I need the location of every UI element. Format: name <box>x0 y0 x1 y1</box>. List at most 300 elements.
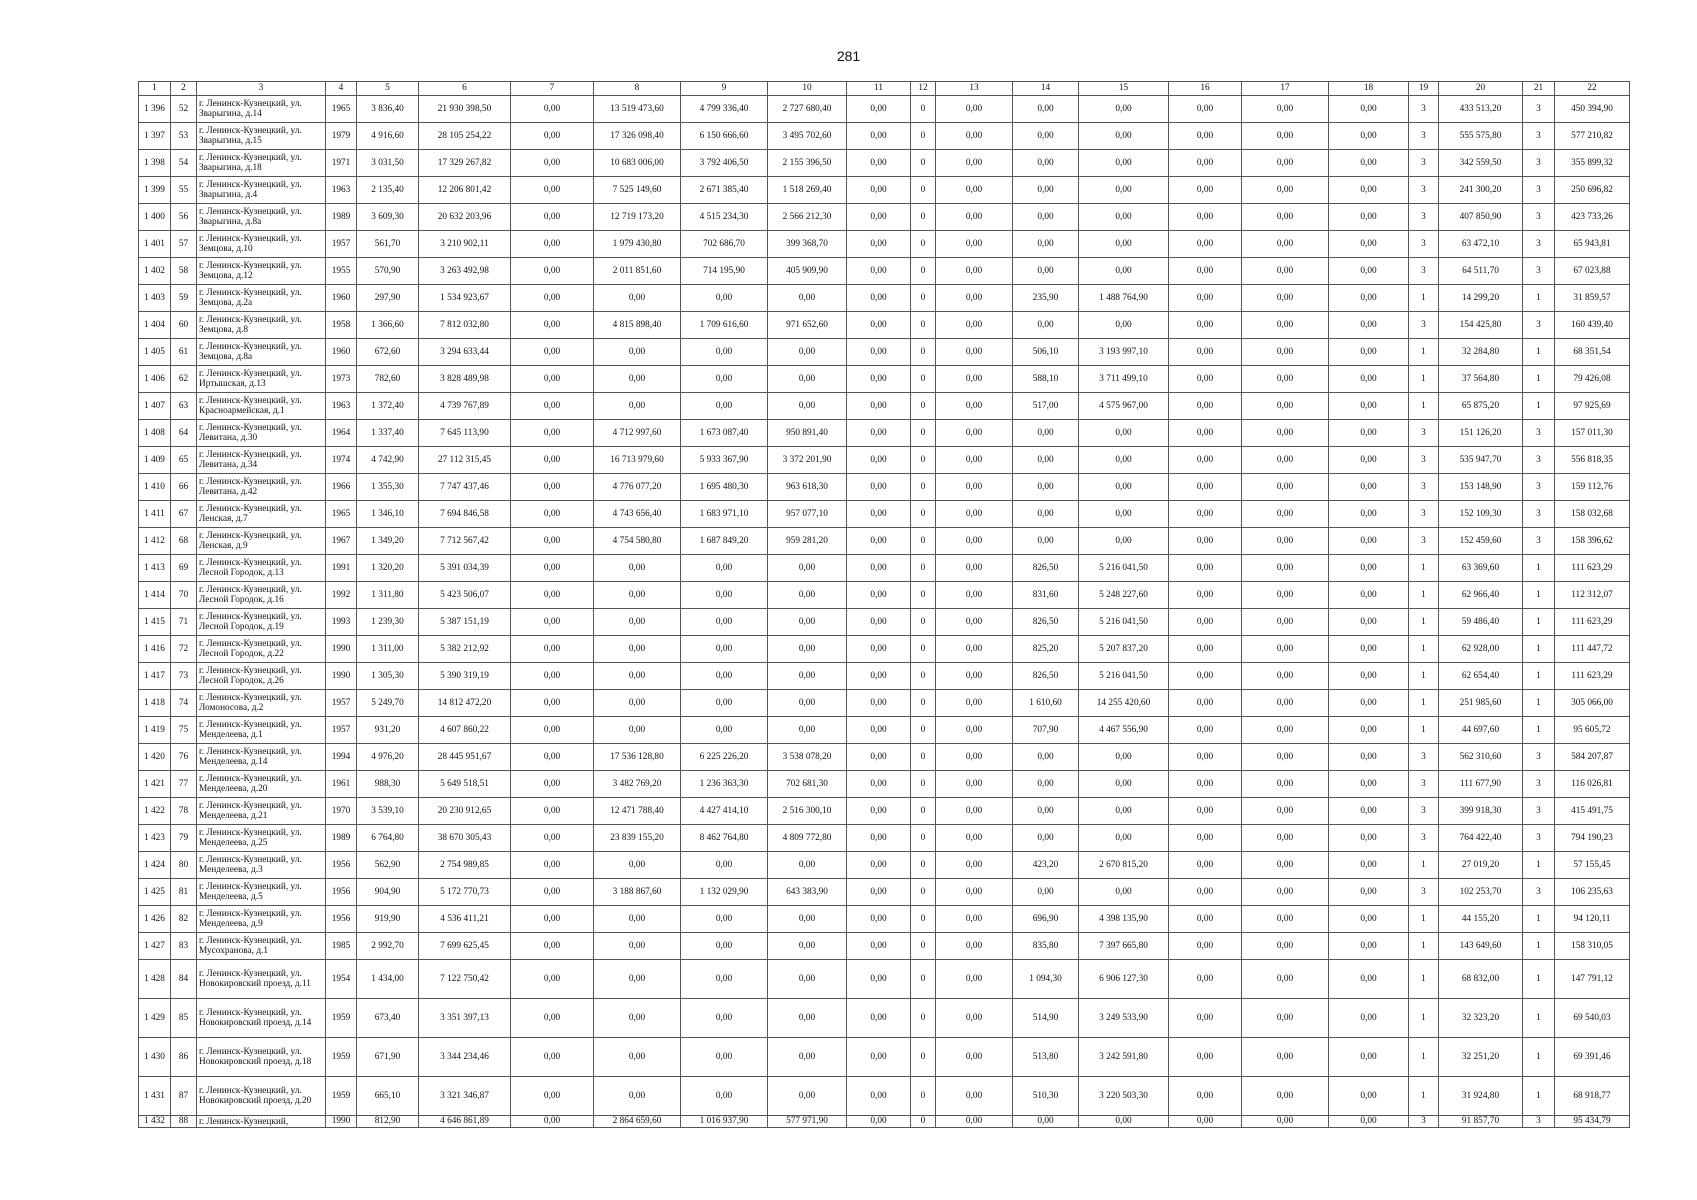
table-cell: 0,00 <box>1242 204 1329 231</box>
table-cell: 0,00 <box>511 825 594 852</box>
table-cell: 0,00 <box>594 852 681 879</box>
table-cell: 0,00 <box>511 123 594 150</box>
table-cell: 0,00 <box>1242 420 1329 447</box>
table-cell: 68 918,77 <box>1555 1077 1630 1116</box>
table-cell: 60 <box>171 312 197 339</box>
table-cell: 1990 <box>326 663 357 690</box>
table-cell: 1 355,30 <box>357 474 419 501</box>
table-cell: 1 415 <box>139 609 171 636</box>
table-row <box>139 204 1630 231</box>
table-cell: 7 747 437,46 <box>419 474 511 501</box>
table-cell: 0,00 <box>511 285 594 312</box>
table-cell: 17 536 128,80 <box>594 744 681 771</box>
table-cell: 0,00 <box>1242 771 1329 798</box>
table-cell: 0,00 <box>1242 285 1329 312</box>
table-row <box>139 366 1630 393</box>
table-cell: 0,00 <box>1169 339 1242 366</box>
table-cell: 0,00 <box>1242 825 1329 852</box>
table-row <box>139 150 1630 177</box>
table-cell: 0,00 <box>936 231 1013 258</box>
table-cell: 0,00 <box>847 258 911 285</box>
table-cell: 3 <box>1409 204 1439 231</box>
table-cell: 0,00 <box>1079 474 1169 501</box>
table-cell: 0,00 <box>936 1038 1013 1077</box>
table-cell: 7 712 567,42 <box>419 528 511 555</box>
table-cell: 0,00 <box>511 96 594 123</box>
table-cell: 0,00 <box>936 1077 1013 1116</box>
table-cell: 0,00 <box>847 1077 911 1116</box>
table-cell: 0 <box>911 636 936 663</box>
table-cell: 0,00 <box>1329 231 1409 258</box>
table-cell: 83 <box>171 933 197 960</box>
table-cell: 1 427 <box>139 933 171 960</box>
table-cell: 0,00 <box>594 1077 681 1116</box>
table-cell: 31 924,80 <box>1439 1077 1523 1116</box>
table-cell: 1973 <box>326 366 357 393</box>
table-cell: 1960 <box>326 339 357 366</box>
table-cell: 0,00 <box>511 771 594 798</box>
table-row <box>139 312 1630 339</box>
table-cell: 1 406 <box>139 366 171 393</box>
table-cell: 1 <box>1523 717 1555 744</box>
table-cell: 0,00 <box>847 771 911 798</box>
table-cell: 0,00 <box>1079 204 1169 231</box>
table-cell: 0,00 <box>936 312 1013 339</box>
table-cell: 514,90 <box>1013 999 1079 1038</box>
table-cell: 66 <box>171 474 197 501</box>
table-cell: 0,00 <box>681 1038 768 1077</box>
table-cell: 0,00 <box>1013 879 1079 906</box>
table-cell: 0,00 <box>1329 177 1409 204</box>
table-cell: 0 <box>911 204 936 231</box>
table-cell: 3 711 499,10 <box>1079 366 1169 393</box>
table-cell: 517,00 <box>1013 393 1079 420</box>
table-cell: 23 839 155,20 <box>594 825 681 852</box>
table-cell: 988,30 <box>357 771 419 798</box>
table-cell: 0,00 <box>1329 933 1409 960</box>
table-cell: 1959 <box>326 1077 357 1116</box>
table-cell: 1970 <box>326 798 357 825</box>
table-cell: 63 <box>171 393 197 420</box>
table-cell: 0,00 <box>594 339 681 366</box>
table-cell: 0 <box>911 285 936 312</box>
table-cell: 1957 <box>326 717 357 744</box>
table-cell: 0,00 <box>594 960 681 999</box>
table-cell: 0,00 <box>1242 582 1329 609</box>
table-cell: 0,00 <box>1329 609 1409 636</box>
table-cell: 0,00 <box>594 999 681 1038</box>
table-cell: 2 155 396,50 <box>768 150 847 177</box>
table-row <box>139 258 1630 285</box>
table-cell: 702 681,30 <box>768 771 847 798</box>
table-cell: 7 397 665,80 <box>1079 933 1169 960</box>
table-cell: 55 <box>171 177 197 204</box>
table-cell: 4 742,90 <box>357 447 419 474</box>
table-cell: 1 <box>1409 1077 1439 1116</box>
table-cell: 0,00 <box>1329 960 1409 999</box>
table-cell: 1955 <box>326 258 357 285</box>
table-cell: 0,00 <box>847 150 911 177</box>
table-cell: 0 <box>911 744 936 771</box>
table-cell: 0,00 <box>681 393 768 420</box>
table-cell: 1 979 430,80 <box>594 231 681 258</box>
table-cell: 0,00 <box>1242 177 1329 204</box>
table-cell: 0,00 <box>1169 420 1242 447</box>
table-cell: 0,00 <box>1169 1116 1242 1128</box>
table-cell: 0,00 <box>936 933 1013 960</box>
table-cell: 1 <box>1523 663 1555 690</box>
table-cell: 1 488 764,90 <box>1079 285 1169 312</box>
table-cell: 0,00 <box>594 285 681 312</box>
table-cell: 0 <box>911 474 936 501</box>
table-cell: 0,00 <box>847 420 911 447</box>
table-cell: 0 <box>911 123 936 150</box>
table-cell: 0,00 <box>1169 717 1242 744</box>
table-cell: 0 <box>911 879 936 906</box>
address-cell: г. Ленинск-Кузнецкий, ул. Земцова, д.8 <box>197 312 326 339</box>
table-cell: 0,00 <box>936 1116 1013 1128</box>
table-row <box>139 690 1630 717</box>
table-cell: 0,00 <box>1169 123 1242 150</box>
table-cell: 0,00 <box>1079 1116 1169 1128</box>
table-cell: 3 <box>1409 258 1439 285</box>
table-cell: 1 <box>1523 339 1555 366</box>
table-cell: 0,00 <box>847 1038 911 1077</box>
table-cell: 1 399 <box>139 177 171 204</box>
table-cell: 0,00 <box>511 1116 594 1128</box>
table-cell: 0,00 <box>1013 177 1079 204</box>
table-cell: 0,00 <box>681 366 768 393</box>
table-row <box>139 555 1630 582</box>
column-header: 2 <box>171 82 197 96</box>
table-cell: 0,00 <box>1242 879 1329 906</box>
table-cell: 0,00 <box>1013 96 1079 123</box>
table-cell: 4 754 580,80 <box>594 528 681 555</box>
table-cell: 28 445 951,67 <box>419 744 511 771</box>
table-cell: 1 413 <box>139 555 171 582</box>
table-cell: 3 294 633,44 <box>419 339 511 366</box>
column-header: 16 <box>1169 82 1242 96</box>
table-cell: 0 <box>911 447 936 474</box>
address-cell: г. Ленинск-Кузнецкий, ул. Лесной Городок, д.16 <box>197 582 326 609</box>
table-row <box>139 501 1630 528</box>
table-cell: 3 <box>1409 312 1439 339</box>
table-cell: 0,00 <box>1169 609 1242 636</box>
table-cell: 433 513,20 <box>1439 96 1523 123</box>
table-cell: 0,00 <box>1242 636 1329 663</box>
table-cell: 3 <box>1409 177 1439 204</box>
table-cell: 7 699 625,45 <box>419 933 511 960</box>
table-cell: 0,00 <box>768 555 847 582</box>
table-cell: 0,00 <box>1169 501 1242 528</box>
table-cell: 54 <box>171 150 197 177</box>
table-cell: 3 <box>1523 744 1555 771</box>
table-cell: 1 430 <box>139 1038 171 1077</box>
table-cell: 111 447,72 <box>1555 636 1630 663</box>
table-cell: 0,00 <box>936 582 1013 609</box>
column-header: 21 <box>1523 82 1555 96</box>
table-cell: 826,50 <box>1013 609 1079 636</box>
table-row <box>139 285 1630 312</box>
address-cell: г. Ленинск-Кузнецкий, ул. Земцова, д.10 <box>197 231 326 258</box>
table-cell: 63 472,10 <box>1439 231 1523 258</box>
table-cell: 0,00 <box>1242 1077 1329 1116</box>
table-cell: 0 <box>911 258 936 285</box>
column-header: 12 <box>911 82 936 96</box>
table-cell: 85 <box>171 999 197 1038</box>
address-cell: г. Ленинск-Кузнецкий, ул. Зварыгина, д.15 <box>197 123 326 150</box>
table-cell: 1 <box>1409 933 1439 960</box>
table-cell: 95 605,72 <box>1555 717 1630 744</box>
table-cell: 0,00 <box>1013 258 1079 285</box>
address-cell: г. Ленинск-Кузнецкий, ул. Менделеева, д.20 <box>197 771 326 798</box>
table-cell: 77 <box>171 771 197 798</box>
table-cell: 4 743 656,40 <box>594 501 681 528</box>
table-cell: 3 <box>1523 879 1555 906</box>
table-cell: 75 <box>171 717 197 744</box>
table-cell: 0,00 <box>511 879 594 906</box>
table-cell: 0,00 <box>847 798 911 825</box>
table-cell: 971 652,60 <box>768 312 847 339</box>
table-row <box>139 582 1630 609</box>
table-cell: 0,00 <box>1169 798 1242 825</box>
table-cell: 0 <box>911 231 936 258</box>
table-cell: 3 193 997,10 <box>1079 339 1169 366</box>
table-cell: 1 424 <box>139 852 171 879</box>
table-cell: 1 016 937,90 <box>681 1116 768 1128</box>
table-cell: 423,20 <box>1013 852 1079 879</box>
table-cell: 3 <box>1523 447 1555 474</box>
table-cell: 0,00 <box>1329 258 1409 285</box>
table-cell: 0,00 <box>511 258 594 285</box>
table-cell: 7 122 750,42 <box>419 960 511 999</box>
table-cell: 1990 <box>326 636 357 663</box>
table-cell: 1979 <box>326 123 357 150</box>
table-row <box>139 933 1630 960</box>
table-cell: 0 <box>911 999 936 1038</box>
table-cell: 0,00 <box>1329 852 1409 879</box>
table-cell: 0,00 <box>936 474 1013 501</box>
table-cell: 61 <box>171 339 197 366</box>
table-cell: 69 540,03 <box>1555 999 1630 1038</box>
table-cell: 2 727 680,40 <box>768 96 847 123</box>
table-cell: 1 346,10 <box>357 501 419 528</box>
table-cell: 63 369,60 <box>1439 555 1523 582</box>
table-cell: 4 712 997,60 <box>594 420 681 447</box>
address-cell: г. Ленинск-Кузнецкий, ул. Новокировский проезд, д.18 <box>197 1038 326 1077</box>
table-cell: 3 <box>1409 123 1439 150</box>
table-cell: 116 026,81 <box>1555 771 1630 798</box>
address-cell: г. Ленинск-Кузнецкий, ул. Новокировский проезд, д.20 <box>197 1077 326 1116</box>
table-cell: 3 344 234,46 <box>419 1038 511 1077</box>
address-cell: г. Ленинск-Кузнецкий, ул. Менделеева, д.21 <box>197 798 326 825</box>
table-cell: 0,00 <box>1169 582 1242 609</box>
column-header: 19 <box>1409 82 1439 96</box>
table-cell: 56 <box>171 204 197 231</box>
table-cell: 1993 <box>326 609 357 636</box>
table-row <box>139 879 1630 906</box>
table-cell: 0,00 <box>594 906 681 933</box>
table-cell: 1 404 <box>139 312 171 339</box>
table-cell: 0,00 <box>847 528 911 555</box>
table-cell: 0,00 <box>511 1038 594 1077</box>
table-cell: 0,00 <box>1329 339 1409 366</box>
table-cell: 1 <box>1409 582 1439 609</box>
table-cell: 1 <box>1409 960 1439 999</box>
table-cell: 3 <box>1523 528 1555 555</box>
address-cell: г. Ленинск-Кузнецкий, ул. Ленская, д.7 <box>197 501 326 528</box>
table-cell: 1 434,00 <box>357 960 419 999</box>
table-cell: 0 <box>911 555 936 582</box>
table-cell: 7 812 032,80 <box>419 312 511 339</box>
table-cell: 0,00 <box>1329 636 1409 663</box>
table-cell: 0,00 <box>1079 771 1169 798</box>
table-cell: 5 382 212,92 <box>419 636 511 663</box>
table-cell: 0,00 <box>1079 96 1169 123</box>
table-cell: 0,00 <box>681 960 768 999</box>
table-cell: 0 <box>911 906 936 933</box>
column-header: 1 <box>139 82 171 96</box>
table-cell: 0,00 <box>1013 447 1079 474</box>
address-cell: г. Ленинск-Кузнецкий, ул. Мусохранова, д.1 <box>197 933 326 960</box>
table-cell: 0,00 <box>1329 501 1409 528</box>
table-row <box>139 96 1630 123</box>
table-cell: 1 425 <box>139 879 171 906</box>
table-cell: 3 <box>1523 123 1555 150</box>
table-cell: 1 <box>1523 636 1555 663</box>
table-body <box>139 96 1630 1128</box>
table-cell: 2 864 659,60 <box>594 1116 681 1128</box>
table-cell: 1 421 <box>139 771 171 798</box>
table-cell: 10 683 006,00 <box>594 150 681 177</box>
table-cell: 0,00 <box>1013 420 1079 447</box>
table-cell: 0,00 <box>936 204 1013 231</box>
table-cell: 1 402 <box>139 258 171 285</box>
table-row <box>139 906 1630 933</box>
table-cell: 0 <box>911 393 936 420</box>
table-cell: 0,00 <box>847 231 911 258</box>
table-cell: 0,00 <box>1329 717 1409 744</box>
table-cell: 0,00 <box>936 96 1013 123</box>
table-cell: 106 235,63 <box>1555 879 1630 906</box>
table-cell: 14 299,20 <box>1439 285 1523 312</box>
table-cell: 1 <box>1409 609 1439 636</box>
address-cell: г. Ленинск-Кузнецкий, ул. Земцова, д.8а <box>197 339 326 366</box>
table-cell: 1 311,80 <box>357 582 419 609</box>
table-cell: 78 <box>171 798 197 825</box>
table-cell: 0,00 <box>847 825 911 852</box>
table-cell: 0,00 <box>1242 960 1329 999</box>
table-cell: 68 832,00 <box>1439 960 1523 999</box>
table-cell: 0,00 <box>768 609 847 636</box>
table-cell: 1 <box>1409 339 1439 366</box>
address-cell: г. Ленинск-Кузнецкий, ул. Ломоносова, д.2 <box>197 690 326 717</box>
table-cell: 4 976,20 <box>357 744 419 771</box>
table-cell: 44 155,20 <box>1439 906 1523 933</box>
table-cell: 73 <box>171 663 197 690</box>
table-cell: 1 <box>1409 906 1439 933</box>
table-cell: 4 515 234,30 <box>681 204 768 231</box>
table-cell: 665,10 <box>357 1077 419 1116</box>
table-cell: 570,90 <box>357 258 419 285</box>
table-cell: 81 <box>171 879 197 906</box>
table-cell: 0 <box>911 501 936 528</box>
table-cell: 3 <box>1523 420 1555 447</box>
table-cell: 1992 <box>326 582 357 609</box>
table-cell: 0,00 <box>847 933 911 960</box>
table-cell: 1963 <box>326 177 357 204</box>
table-cell: 7 525 149,60 <box>594 177 681 204</box>
table-cell: 3 495 702,60 <box>768 123 847 150</box>
address-cell: г. Ленинск-Кузнецкий, ул. Левитана, д.34 <box>197 447 326 474</box>
table-cell: 0,00 <box>1169 231 1242 258</box>
table-cell: 3 <box>1409 447 1439 474</box>
table-cell: 0,00 <box>768 717 847 744</box>
table-cell: 0,00 <box>1169 906 1242 933</box>
table-cell: 0,00 <box>847 312 911 339</box>
table-cell: 3 <box>1409 231 1439 258</box>
address-cell: г. Ленинск-Кузнецкий, ул. Менделеева, д.1 <box>197 717 326 744</box>
table-row <box>139 717 1630 744</box>
table-cell: 0 <box>911 1116 936 1128</box>
table-cell: 65 943,81 <box>1555 231 1630 258</box>
table-cell: 4 427 414,10 <box>681 798 768 825</box>
table-cell: 1 <box>1523 582 1555 609</box>
table-cell: 111 623,29 <box>1555 609 1630 636</box>
table-cell: 1 <box>1523 906 1555 933</box>
table-cell: 0,00 <box>936 258 1013 285</box>
table-cell: 32 251,20 <box>1439 1038 1523 1077</box>
table-cell: 3 188 867,60 <box>594 879 681 906</box>
table-cell: 1 <box>1523 852 1555 879</box>
table-cell: 673,40 <box>357 999 419 1038</box>
table-cell: 0,00 <box>1013 474 1079 501</box>
table-cell: 13 519 473,60 <box>594 96 681 123</box>
table-cell: 0,00 <box>1329 285 1409 312</box>
table-cell: 0,00 <box>1242 933 1329 960</box>
table-row <box>139 771 1630 798</box>
table-cell: 3 836,40 <box>357 96 419 123</box>
table-cell: 67 023,88 <box>1555 258 1630 285</box>
table-cell: 251 985,60 <box>1439 690 1523 717</box>
table-cell: 0 <box>911 150 936 177</box>
table-cell: 0,00 <box>1079 312 1169 339</box>
table-cell: 1 673 087,40 <box>681 420 768 447</box>
table-cell: 1 396 <box>139 96 171 123</box>
address-cell: г. Ленинск-Кузнецкий, ул. Зварыгина, д.18 <box>197 150 326 177</box>
table-cell: 1 417 <box>139 663 171 690</box>
table-cell: 1 397 <box>139 123 171 150</box>
table-cell: 0,00 <box>768 933 847 960</box>
table-cell: 535 947,70 <box>1439 447 1523 474</box>
table-cell: 0,00 <box>1242 690 1329 717</box>
table-cell: 0,00 <box>768 582 847 609</box>
table-cell: 1 398 <box>139 150 171 177</box>
table-cell: 3 <box>1523 312 1555 339</box>
table-cell: 1 <box>1409 1038 1439 1077</box>
table-cell: 0,00 <box>936 771 1013 798</box>
table-cell: 1 429 <box>139 999 171 1038</box>
table-cell: 1 <box>1523 366 1555 393</box>
table-cell: 0,00 <box>1169 690 1242 717</box>
table-cell: 6 225 226,20 <box>681 744 768 771</box>
table-cell: 1 <box>1409 285 1439 312</box>
table-cell: 0,00 <box>1169 474 1242 501</box>
table-cell: 0,00 <box>1242 312 1329 339</box>
table-cell: 158 032,68 <box>1555 501 1630 528</box>
table-cell: 64 <box>171 420 197 447</box>
table-cell: 59 <box>171 285 197 312</box>
